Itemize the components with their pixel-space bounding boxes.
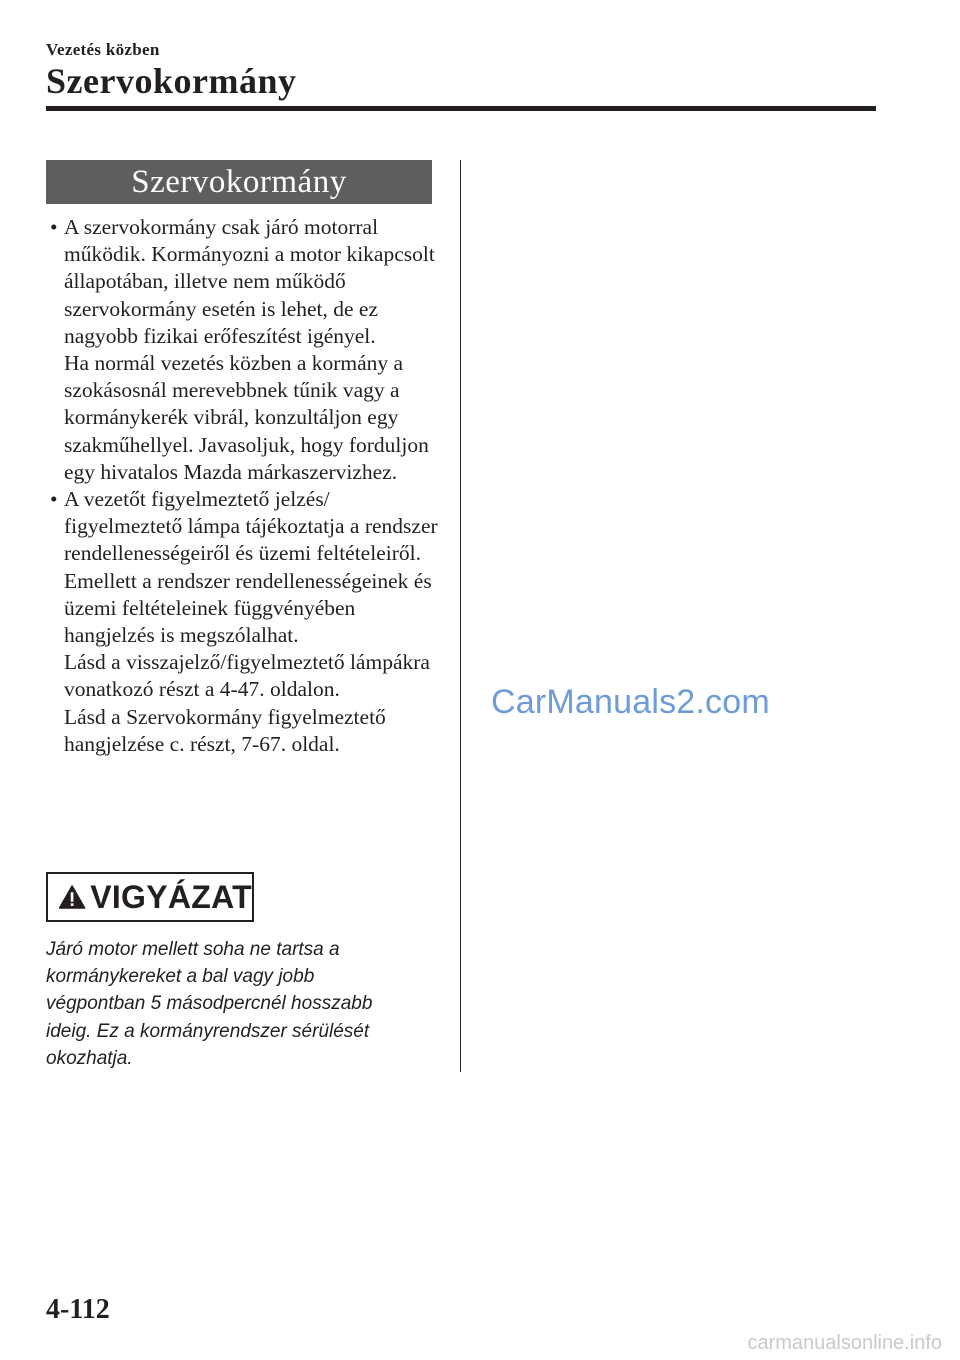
footer-watermark: carmanualsonline.info: [747, 1332, 942, 1354]
bullet-marker: •: [50, 215, 58, 239]
paragraph: A vezetőt figyelmeztető jelzés/ figyelmeztető lámpa tájékoztatja a rendszer rendellenességeiről és üzemi feltételeiről.: [64, 487, 438, 566]
warning-triangle-icon: [58, 881, 86, 913]
warning-box: [46, 872, 254, 922]
column-divider: [460, 160, 461, 1072]
bullet-marker: •: [50, 487, 58, 512]
title-divider: [46, 106, 876, 111]
paragraph: Emellett a rendszer rendellenességeinek és üzemi feltételeinek függvényében hangjelzés is megszólalhat.: [64, 568, 432, 648]
breadcrumb: Vezetés közben: [46, 40, 160, 59]
bullet-item: [46, 214, 440, 486]
paragraph: Lásd a visszajelző/figyelmeztető lámpákra vonatkozó részt a 4-47. oldalon.: [64, 650, 430, 702]
paragraph: Lásd a Szervokormány figyelmeztető hangjelzése c. részt, 7-67. oldal.: [64, 704, 386, 756]
page-number: 4-112: [46, 1294, 110, 1325]
paragraph: A szervokormány csak járó motorral működik. Kormányozni a motor kikapcsolt állapotában, illetve nem működő szervokormány esetén is lehet, de ez nagyobb fizikai erőfeszítést igényel.: [64, 215, 435, 348]
paragraph: Ha normál vezetés közben a kormány a szokásosnál merevebbnek tűnik vagy a kormánykerék vibrál, konzultáljon egy szakműhellyel. Javasoljuk, hogy forduljon egy hivatalos Mazda márkaszervizhez.: [64, 351, 429, 484]
watermark: CarManuals2.com: [491, 683, 770, 721]
warning-text: Járó motor mellett soha ne tartsa a kormánykereket a bal vagy jobb végpontban 5 másodpercnél hosszabb ideig. Ez a kormányrendszer sérülését okozhatja.: [46, 939, 373, 1069]
section-heading: Szervokormány: [46, 160, 432, 204]
warning-label: VIGYÁZAT: [90, 878, 252, 915]
section-body: [46, 214, 440, 758]
page-title: Szervokormány: [46, 61, 297, 101]
bullet-item: [46, 486, 440, 758]
